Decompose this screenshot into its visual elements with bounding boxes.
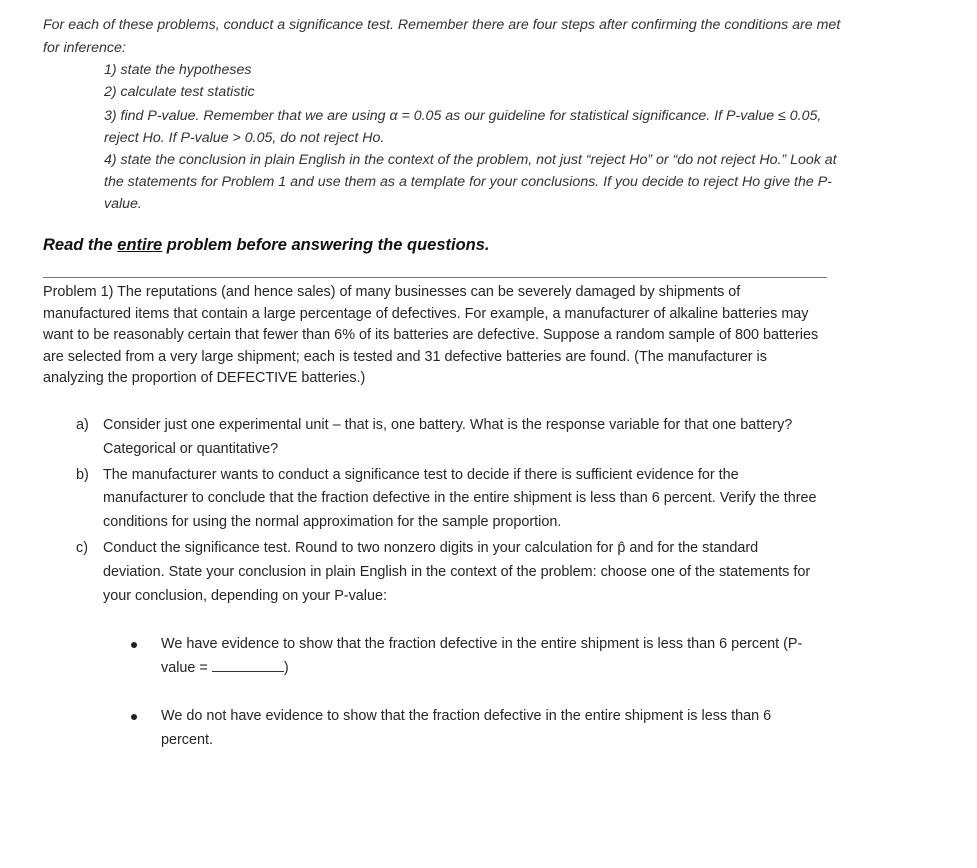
worksheet-page [43,0,843,777]
read-entire-heading [43,236,843,255]
bullet-icon [131,642,137,648]
step-item: 2) calculate test statistic [104,84,255,100]
conclusion-suffix: ) [283,659,289,676]
heading-text-before: Read the [43,236,118,254]
problem-statement: Problem 1) The reputations (and hence sales) of many businesses can be severely damaged by shipments of manufactured items that contain a large percentage of defectives. For example, a manufacturer of alkaline batteries may want to be reasonably certain that fewer than 6% of its batteries are defective. Suppose a random sample of 800 batteries are selected from a very large shipment; each is tested and 31 defective batteries are found. (The manufacturer is analyzing the proportion of DEFECTIVE batteries.) [43,284,819,387]
conclusion-text: We do not have evidence to show that the fraction defective in the entire shipment is less than 6 percent. [161,708,772,748]
question-text: Conduct the significance test. Round to two nonzero digits in your calculation for p̂ and for the standard deviation. State your conclusion in plain English in the context of the problem: choose one of the statements for your conclusion, depending on your P-value: [103,539,811,604]
p-value-blank[interactable] [212,659,284,672]
step-item: 3) find P-value. Remember that we are using α = 0.05 as our guideline for statistical significance. If P-value ≤ 0.05, reject Ho. If P-value > 0.05, do not reject Ho. [104,108,822,146]
conclusion-option [161,633,811,680]
section-divider [43,277,827,278]
heading-text-after: problem before answering the questions. [162,236,490,254]
instructions-intro: For each of these problems, conduct a significance test. Remember there are four steps after confirming the conditions are met for inference: [43,17,841,56]
question-label: b) [76,466,89,483]
question-label: c) [76,539,88,556]
conclusion-text: We have evidence to show that the fraction defective in the entire shipment is less than 6 percent (P-value = [161,636,803,676]
question-text: Consider just one experimental unit – that is, one battery. What is the response variable for that one battery? Categorical or quantitative? [103,416,793,457]
question-item [76,414,823,462]
question-label: a) [76,416,89,433]
steps-list [43,59,843,215]
step-item: 4) state the conclusion in plain English in the context of the problem, not just “reject Ho” or “do not reject Ho.” Look at the statements for Problem 1 and use them as a template for your conclusions. If you decide to reject Ho give the P-value. [104,152,837,212]
conclusion-option [161,705,811,752]
step-item: 1) state the hypotheses [104,62,252,78]
question-item [76,537,823,608]
bullet-icon [131,714,137,720]
conclusion-options [43,633,811,752]
question-item [76,464,823,535]
heading-text-underlined: entire [117,236,163,254]
question-list [43,414,823,608]
question-text: The manufacturer wants to conduct a significance test to decide if there is sufficient evidence for the manufacturer to conclude that the fraction defective in the entire shipment is less than 6 percent. Verify the three conditions for using the normal approximation for the sample proportion. [103,466,817,531]
